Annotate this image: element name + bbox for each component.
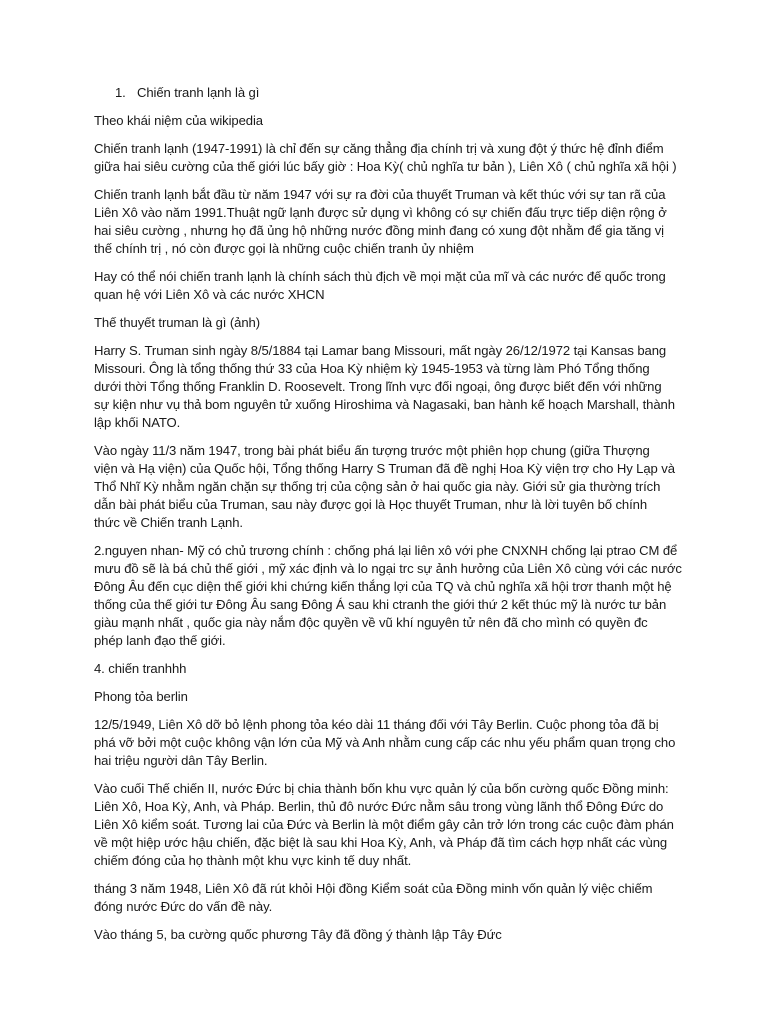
text-line: Thổ Nhĩ Kỳ nhằm ngăn chặn sự thống trị của cộng sản ở hai quốc gia này. Giới sử gia thường trích bbox=[94, 479, 661, 494]
paragraph bbox=[94, 688, 690, 706]
text-line: Hay có thể nói chiến tranh lạnh là chính sách thù địch về mọi mặt của mĩ và các nước đế quốc trong bbox=[94, 269, 666, 284]
text-line: sự kiện như vụ thả bom nguyên tử xuống Hiroshima và Nagasaki, ban hành kế hoạch Marshall, thành bbox=[94, 397, 675, 412]
paragraph bbox=[94, 926, 690, 944]
text-line: Liên Xô vào năm 1991.Thuật ngữ lạnh được sử dụng vì không có sự chiến đấu trực tiếp diện rộng ở bbox=[94, 205, 667, 220]
paragraph bbox=[94, 112, 690, 130]
text-line: Harry S. Truman sinh ngày 8/5/1884 tại Lamar bang Missouri, mất ngày 26/12/1972 tại Kansas bang bbox=[94, 343, 667, 358]
paragraph bbox=[94, 314, 690, 332]
section-heading bbox=[115, 84, 690, 102]
paragraph bbox=[94, 716, 690, 770]
text-line: 4. chiến tranhhh bbox=[94, 661, 187, 676]
text-line: giữa hai siêu cường của thế giới lúc bấy giờ : Hoa Kỳ( chủ nghĩa tư bản ), Liên Xô ( chủ nghĩa xã hội ) bbox=[94, 159, 677, 174]
paragraph bbox=[94, 186, 690, 258]
text-line: giàu mạnh nhất , quốc gia này nắm độc quyền về vũ khí nguyên tử nên đã cho mình có quyền đc bbox=[94, 615, 648, 630]
text-line: 2.nguyen nhan- Mỹ có chủ trương chính : chống phá lại liên xô với phe CNXNH chống lại ptrao CM để bbox=[94, 543, 678, 558]
text-line: Liên Xô kiểm soát. Tương lai của Đức và Berlin là một điểm gây cản trở lớn trong các cuộc đàm phán bbox=[94, 817, 674, 832]
paragraph bbox=[94, 542, 690, 650]
text-line: Vào tháng 5, ba cường quốc phương Tây đã đồng ý thành lập Tây Đức bbox=[94, 927, 502, 942]
paragraph bbox=[94, 442, 690, 532]
text-line: Theo khái niệm của wikipedia bbox=[94, 113, 263, 128]
text-line: hai siêu cường , nhưng họ đã ủng hộ những nước đồng minh đang có xung đột nhằm để gia tăng vị bbox=[94, 223, 664, 238]
text-line: Chiến tranh lạnh (1947-1991) là chỉ đến sự căng thẳng địa chính trị và xung đột ý thức hệ đỉnh điểm bbox=[94, 141, 664, 156]
text-line: Vào cuối Thế chiến II, nước Đức bị chia thành bốn khu vực quản lý của bốn cường quốc Đồng minh: bbox=[94, 781, 669, 796]
text-line: Missouri. Ông là tổng thống thứ 33 của Hoa Kỳ nhiệm kỳ 1945-1953 và từng làm Phó Tổng thống bbox=[94, 361, 650, 376]
text-line: quan hệ với Liên Xô và các nước XHCN bbox=[94, 287, 325, 302]
paragraph bbox=[94, 268, 690, 304]
paragraph bbox=[94, 342, 690, 432]
heading-text: Chiến tranh lạnh là gì bbox=[137, 85, 260, 100]
text-line: dẫn bài phát biểu của Truman, sau này được gọi là Học thuyết Truman, như là lời tuyên bố chính bbox=[94, 497, 648, 512]
text-line: Liên Xô, Hoa Kỳ, Anh, và Pháp. Berlin, thủ đô nước Đức nằm sâu trong vùng lãnh thổ Đông Đức do bbox=[94, 799, 664, 814]
text-line: tháng 3 năm 1948, Liên Xô đã rút khỏi Hội đồng Kiểm soát của Đồng minh vốn quản lý việc chiếm bbox=[94, 881, 653, 896]
text-line: viện và Hạ viện) của Quốc hội, Tổng thống Harry S Truman đã đề nghị Hoa Kỳ viện trợ cho Hy Lạp và bbox=[94, 461, 675, 476]
text-line: phép lanh đạo thế giới. bbox=[94, 633, 226, 648]
text-line: Chiến tranh lạnh bắt đầu từ năm 1947 với sự ra đời của thuyết Truman và kết thúc với sự tan rã của bbox=[94, 187, 666, 202]
text-line: chiếm đóng của họ thành một khu vực kinh tế duy nhất. bbox=[94, 853, 412, 868]
text-line: lập khối NATO. bbox=[94, 415, 181, 430]
text-line: Đông Âu đến cục diện thế giới khi chứng kiến thắng lợi của TQ và chủ nghĩa xã hội trơr thanh một hệ bbox=[94, 579, 672, 594]
text-line: mưu đồ sẽ là bá chủ thế giới , mỹ xác định và lo ngại trc sự ảnh hưởng của Liên Xô cùng với các nước bbox=[94, 561, 682, 576]
paragraph bbox=[94, 880, 690, 916]
text-line: 12/5/1949, Liên Xô dỡ bỏ lệnh phong tỏa kéo dài 11 tháng đối với Tây Berlin. Cuộc phong tỏa đã bị bbox=[94, 717, 659, 732]
text-line: phá vỡ bởi một cuộc không vận lớn của Mỹ và Anh nhằm cung cấp các nhu yếu phẩm quan trọng cho bbox=[94, 735, 676, 750]
text-line: Phong tỏa berlin bbox=[94, 689, 188, 704]
text-line: về một hiệp ước hậu chiến, đặc biệt là sau khi Hoa Kỳ, Anh, và Pháp đã tìm cách hợp nhất các vùng bbox=[94, 835, 668, 850]
text-line: thế chính trị , nó còn được gọi là những cuộc chiến tranh ủy nhiệm bbox=[94, 241, 474, 256]
text-line: Vào ngày 11/3 năm 1947, trong bài phát biểu ấn tượng trước một phiên họp chung (giữa Thượng bbox=[94, 443, 650, 458]
text-line: đóng nước Đức do vấn đề này. bbox=[94, 899, 273, 914]
paragraph bbox=[94, 780, 690, 870]
text-line: thức về Chiến tranh Lạnh. bbox=[94, 515, 243, 530]
text-line: thống của thế giới tư Đông Âu sang Đông Á sau khi ctranh the giới thứ 2 kết thúc mỹ là nước tư bản bbox=[94, 597, 667, 612]
text-line: hai triệu người dân Tây Berlin. bbox=[94, 753, 268, 768]
heading-number: 1. bbox=[115, 85, 126, 100]
text-line: dưới thời Tổng thống Franklin D. Roosevelt. Trong lĩnh vực đối ngoại, ông được biết đến với những bbox=[94, 379, 662, 394]
text-line: Thế thuyết truman là gì (ảnh) bbox=[94, 315, 260, 330]
document-body bbox=[94, 112, 690, 944]
paragraph bbox=[94, 660, 690, 678]
paragraph bbox=[94, 140, 690, 176]
